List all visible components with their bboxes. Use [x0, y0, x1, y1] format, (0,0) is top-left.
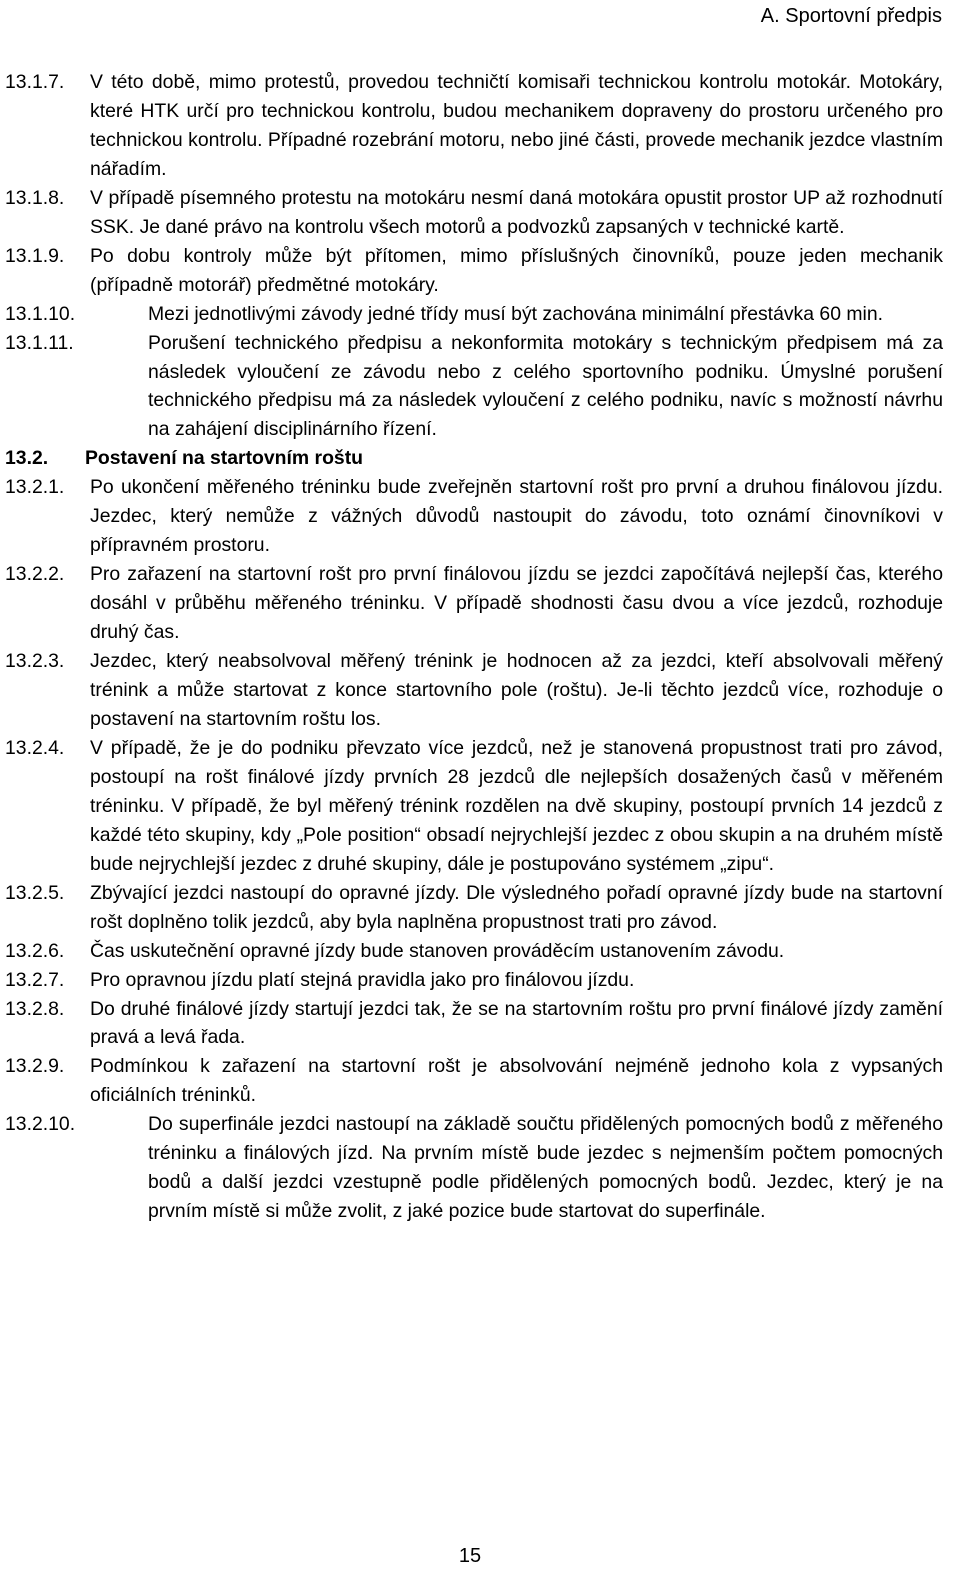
rule-13-2-7 — [5, 966, 943, 995]
rule-text: Podmínkou k zařazení na startovní rošt je absolvování nejméně jednoho kola z vypsaných oficiálních tréninků. — [90, 1055, 943, 1107]
rule-text: Porušení technického předpisu a nekonformita motokáry s technickým předpisem má za následek vyloučení ze závodu nebo z celého sportovního podniku. Úmyslné porušení technického předpisu má za následek vyloučení z celého podniku, navíc s možností návrhu na zahájení disciplinárního řízení. — [148, 331, 943, 441]
rule-13-2-10 — [5, 1110, 943, 1226]
rule-number: 13.2.8. — [5, 997, 65, 1020]
rule-text: Do superfinále jezdci nastoupí na základě součtu přidělených pomocných bodů z měřeného tréninku a finálových jízd. Na prvním místě bude jezdec s nejmenším počtem pomocných bodů a další jezdci vzestupně podle přidělených pomocných bodů. Jezdec, který je na prvním místě si může zvolit, z jaké pozice bude startovat do superfinále. — [148, 1113, 943, 1223]
rule-number: 13.1.7. — [5, 71, 65, 93]
section-heading — [5, 444, 943, 473]
rule-13-2-3 — [5, 647, 943, 734]
rule-text: Čas uskutečnění opravné jízdy bude stanoven prováděcím ustanovením závodu. — [90, 939, 785, 962]
section-title: Postavení na startovním roštu — [85, 447, 364, 470]
rule-number: 13.2.9. — [5, 1055, 65, 1078]
rule-13-2-2 — [5, 560, 943, 647]
rule-number: 13.1.9. — [5, 244, 65, 267]
rule-text: Zbývající jezdci nastoupí do opravné jízdy. Dle výsledného pořadí opravné jízdy bude na startovní rošt doplněno tolik jezdců, aby byla naplněna propustnost trati pro závod. — [90, 881, 943, 933]
rule-number: 13.2.5. — [5, 881, 65, 904]
rule-number: 13.2.7. — [5, 968, 65, 991]
section-number: 13.2. — [5, 447, 49, 470]
rule-text: Do druhé finálové jízdy startují jezdci tak, že se na startovním roštu pro první finálové jízdy zamění pravá a levá řada. — [90, 997, 943, 1049]
rule-number: 13.2.10. — [5, 1113, 76, 1136]
rule-13-2-4 — [5, 734, 943, 879]
rule-text: Po ukončení měřeného tréninku bude zveřejněn startovní rošt pro první a druhou finálovou jízdu. Jezdec, který nemůže z vážných důvodů nastoupit do závodu, toto oznámí činovníkovi v přípravném prostoru. — [90, 476, 943, 557]
rule-13-2-1 — [5, 473, 943, 560]
rule-text: Pro opravnou jízdu platí stejná pravidla jako pro finálovou jízdu. — [90, 968, 635, 991]
rule-number: 13.2.2. — [5, 563, 65, 586]
rule-number: 13.1.11. — [5, 331, 74, 354]
rule-text: V této době, mimo protestů, provedou techničtí komisaři technickou kontrolu motokár. Motokáry, které HTK určí pro technickou kontrolu, budou mechanikem dopraveny do prostoru určeného pro technickou kontrolu. Případné rozebrání motoru, nebo jiné části, provede mechanik jezdce vlastním nářadím. — [90, 71, 943, 180]
rule-number: 13.2.4. — [5, 736, 65, 759]
rule-text: Pro zařazení na startovní rošt pro první finálovou jízdu se jezdci započítává nejlepší čas, kterého dosáhl v průběhu měřeného tréninku. V případě shodnosti času dvou a více jezdců, rozhoduje druhý čas. — [90, 563, 943, 644]
rule-13-2-6 — [5, 937, 943, 966]
rule-number: 13.1.8. — [5, 186, 65, 209]
rule-text: V případě písemného protestu na motokáru nesmí daná motokára opustit prostor UP až rozhodnutí SSK. Je dané právo na kontrolu všech motorů a podvozků zapsaných v technické kartě. — [90, 186, 943, 238]
rule-text: Mezi jednotlivými závody jedné třídy musí být zachována minimální přestávka 60 min. — [148, 302, 884, 325]
rule-number: 13.2.3. — [5, 650, 65, 673]
document-body — [5, 68, 943, 1226]
page-number: 15 — [458, 1545, 482, 1567]
rule-13-1-7 — [5, 68, 943, 184]
rule-text: Po dobu kontroly může být přítomen, mimo příslušných činovníků, pouze jeden mechanik (případně motorář) předmětné motokáry. — [90, 244, 943, 296]
rule-text: V případě, že je do podniku převzato více jezdců, než je stanovená propustnost trati pro závod, postoupí na rošt finálové jízdy prvních 28 jezdců dle nejlepších dosažených časů v měřeném tréninku. V případě, že byl měřený trénink rozdělen na dvě skupiny, postoupí prvních 14 jezdců z každé této skupiny, kdy „Pole position“ obsadí nejrychlejší jezdec z obou skupin a na druhém místě bude nejrychlejší jezdec z druhé skupiny, dále je postupováno systémem „zipu“. — [90, 736, 943, 875]
rule-text: Jezdec, který neabsolvoval měřený trénink je hodnocen až za jezdci, kteří absolvovali měřený trénink a může startovat z konce startovního pole (roštu). Je-li těchto jezdců více, rozhoduje o postavení na startovním roštu los. — [90, 650, 943, 730]
rule-13-2-5 — [5, 879, 943, 937]
rule-number: 13.1.10. — [5, 302, 76, 325]
rule-13-2-8 — [5, 995, 943, 1053]
rule-13-2-9 — [5, 1052, 943, 1110]
rule-13-1-10 — [5, 300, 943, 329]
rule-number: 13.2.1. — [5, 476, 65, 499]
rule-13-1-8 — [5, 184, 943, 242]
rule-number: 13.2.6. — [5, 939, 65, 962]
rule-13-1-11 — [5, 329, 943, 445]
rule-13-1-9 — [5, 242, 943, 300]
running-header: A. Sportovní předpis — [760, 5, 942, 27]
